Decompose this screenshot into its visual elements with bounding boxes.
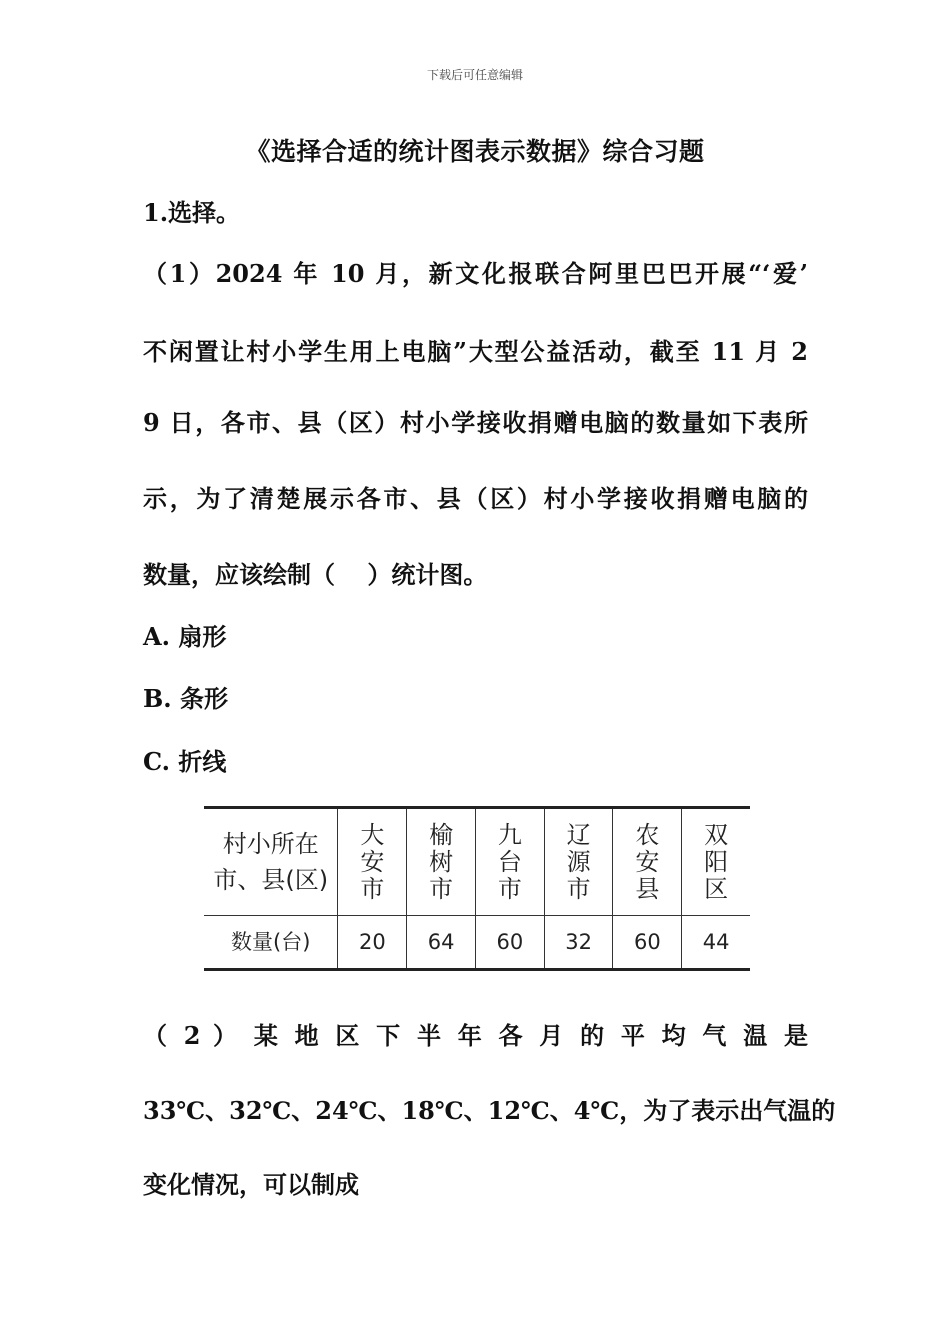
column-header [475,808,544,916]
column-char: 区 [704,874,729,903]
table-value-row [204,916,750,970]
column-char: 阳 [704,847,729,876]
column-char: 台 [497,847,522,876]
donation-table [204,806,750,971]
column-char: 市 [429,874,454,903]
option-a: A. 扇形 [143,622,227,651]
column-header [544,808,613,916]
column-header [682,808,750,916]
column-char: 双 [704,820,729,849]
column-char: 九 [497,820,522,849]
column-char: 大 [360,820,385,849]
column-char: 市 [497,874,522,903]
column-char: 榆 [429,820,454,849]
column-char: 源 [566,847,591,876]
q2-line-1: （ 2 ） 某 地 区 下 半 年 各 月 的 平 均 气 温 是 [143,1021,808,1050]
table-cell: 44 [682,916,750,970]
header-note: 下载后可任意编辑 [426,68,523,82]
table-header-row [204,808,750,916]
column-char: 树 [429,847,454,876]
table-cell: 32 [544,916,613,970]
option-c: C. 折线 [143,747,227,776]
q1-line-1: （1）2024 年 10 月，新文化报联合阿里巴巴开展“‘爱’ [143,259,808,288]
table-cell: 64 [407,916,476,970]
column-char: 辽 [566,820,591,849]
option-b: B. 条形 [143,684,228,713]
table-cell: 20 [338,916,407,970]
column-char: 县 [635,874,660,903]
column-char: 安 [360,847,385,876]
q1-line-2: 不闲置让村小学生用上电脑”大型公益活动，截至 11 月 2 [143,337,808,366]
q1-line-3: 9 日，各市、县（区）村小学接收捐赠电脑的数量如下表所 [143,408,808,437]
row-header-line-2: 市、县(区) [213,866,329,894]
page-title: 《选择合适的统计图表示数据》综合习题 [245,137,705,166]
column-header [407,808,476,916]
table-row-header [204,808,338,916]
row-header-line-1: 村小所在 [222,830,319,858]
q1-line-4: 示，为了清楚展示各市、县（区）村小学接收捐赠电脑的 [143,484,808,513]
column-char: 农 [635,820,660,849]
column-header [613,808,682,916]
section-heading: 1.选择。 [143,198,241,227]
column-header [338,808,407,916]
q1-line-5: 数量，应该绘制（ ）统计图。 [143,560,488,589]
table-cell: 60 [475,916,544,970]
q2-line-3: 变化情况，可以制成 [143,1170,359,1199]
value-row-label: 数量(台) [204,916,338,970]
column-char: 安 [635,847,660,876]
q2-line-2: 33℃、32℃、24℃、18℃、12℃、4℃，为了表示出气温的 [143,1096,836,1125]
column-char: 市 [566,874,591,903]
table-cell: 60 [613,916,682,970]
column-char: 市 [360,874,385,903]
